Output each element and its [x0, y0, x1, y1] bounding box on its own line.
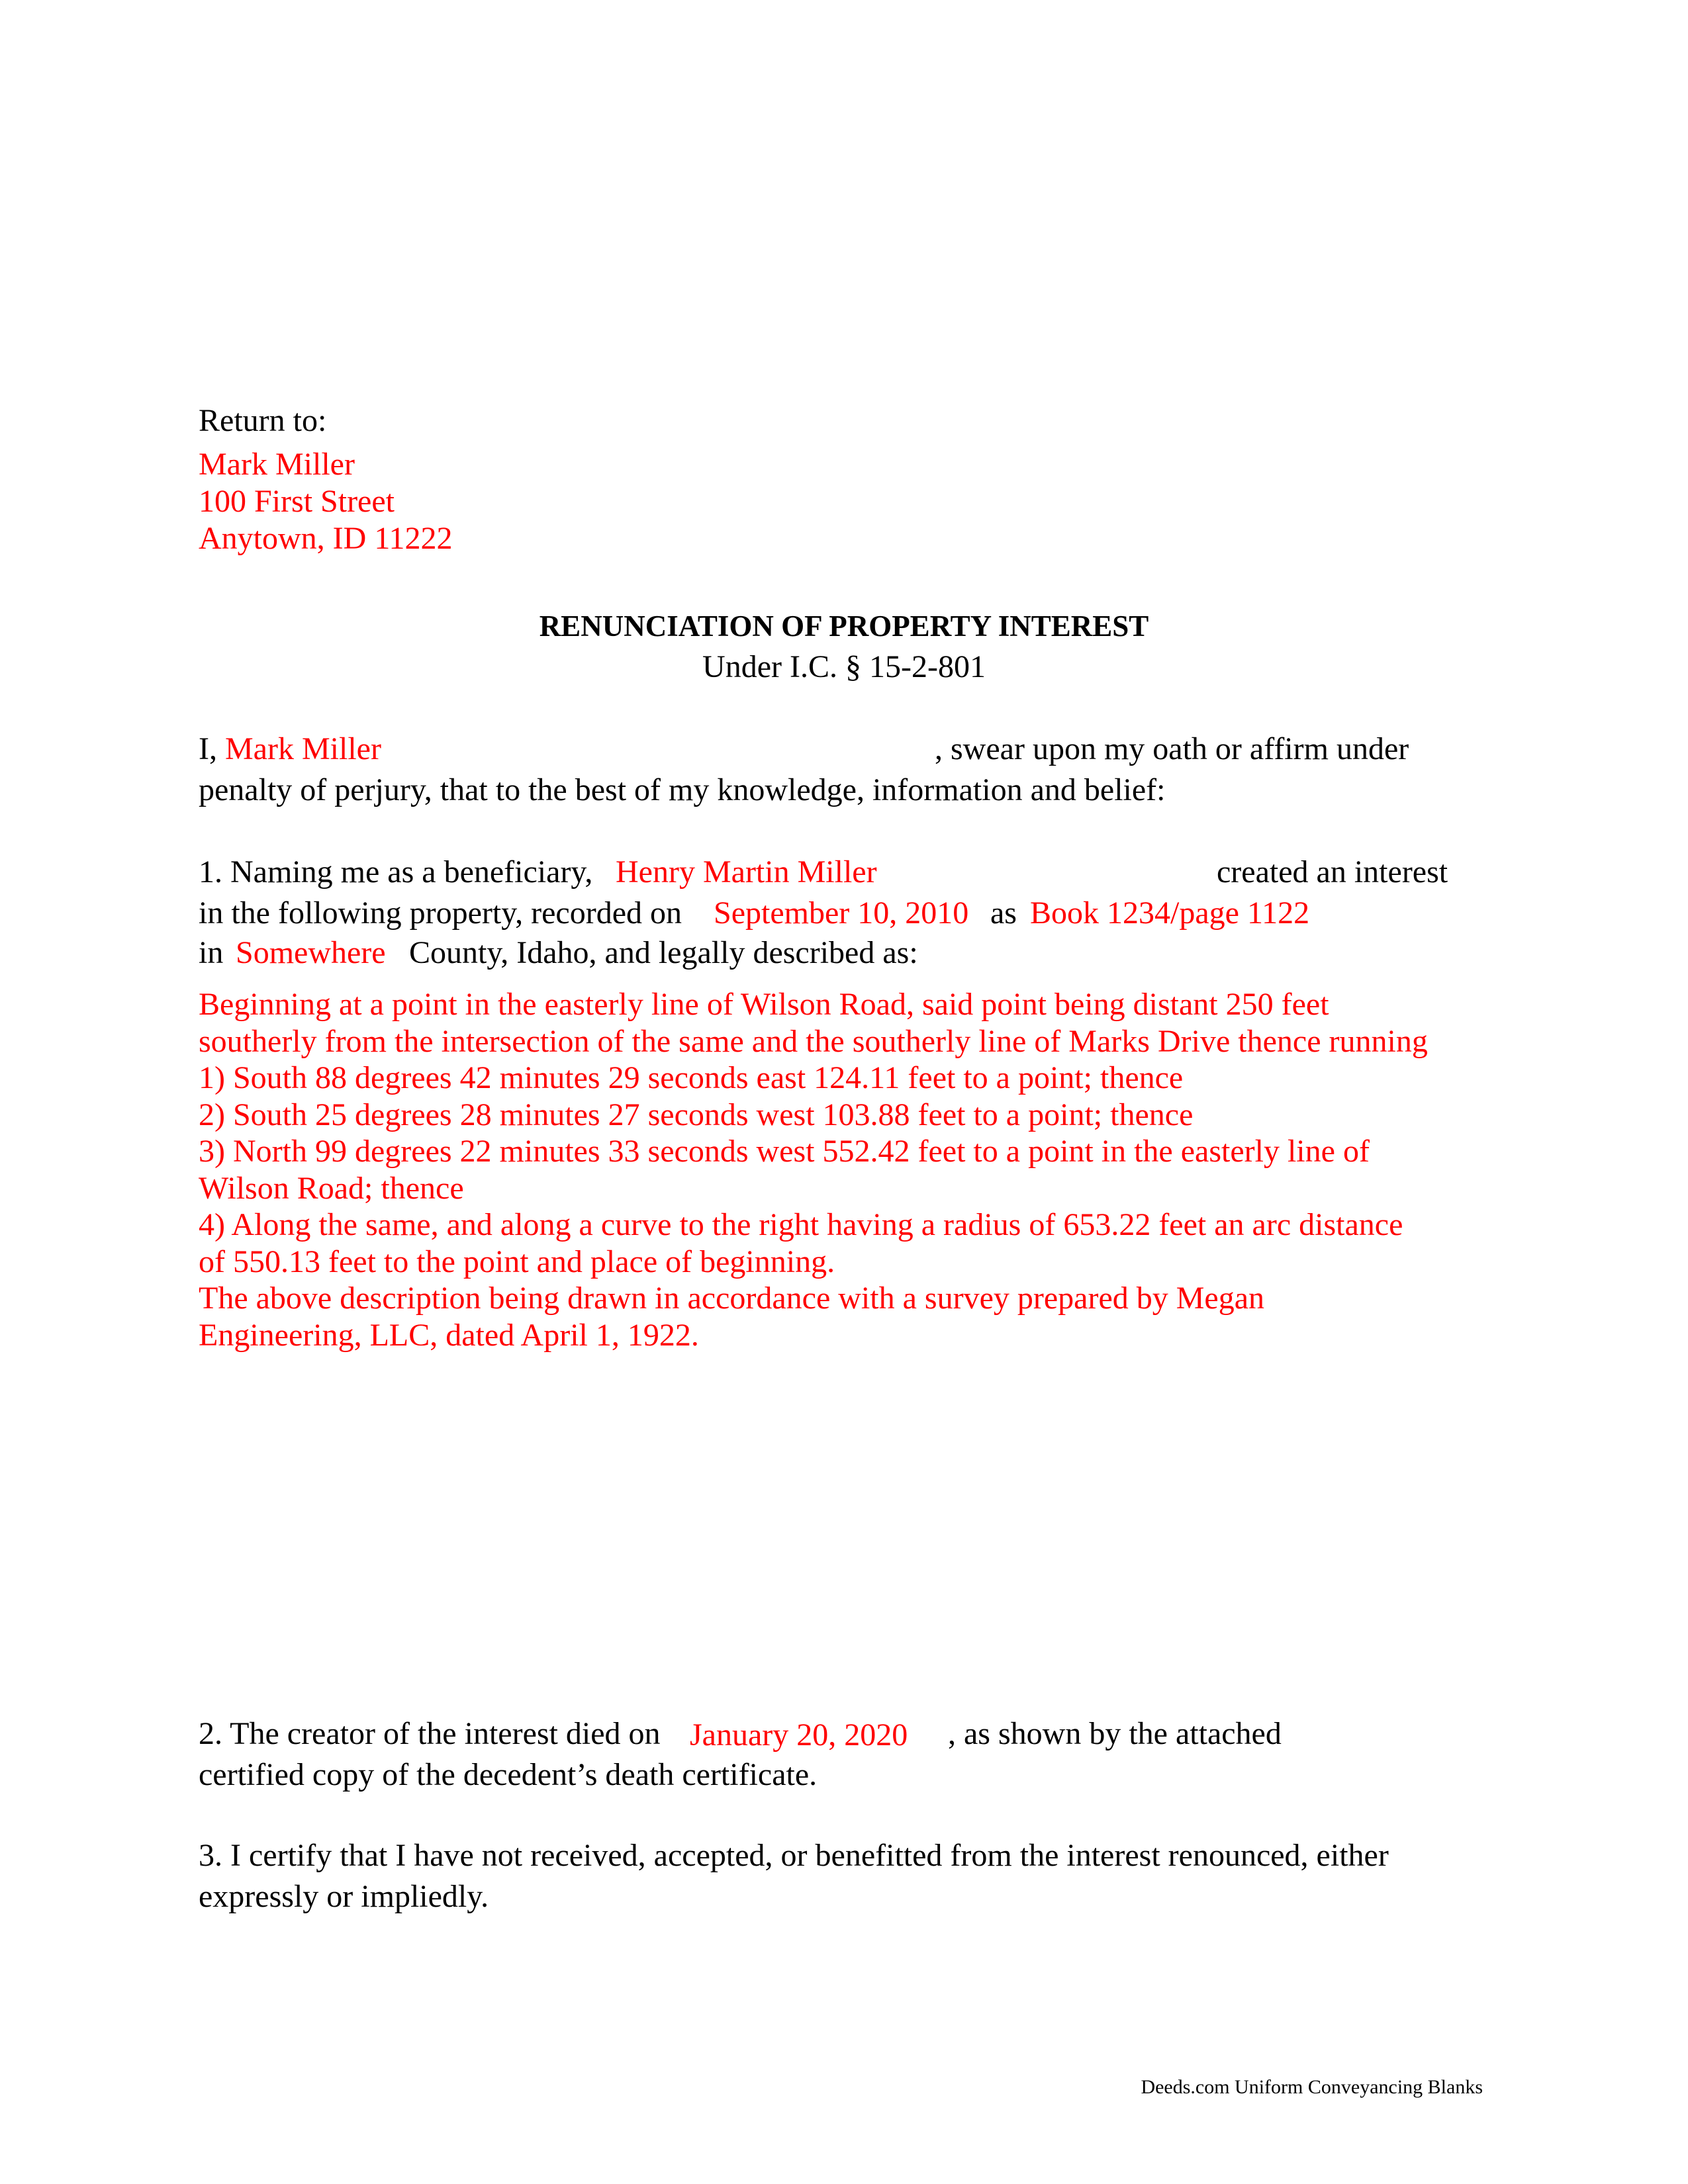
document-title: RENUNCIATION OF PROPERTY INTEREST [539, 610, 1149, 643]
return-to-label: Return to: [199, 403, 327, 438]
item2-death-date: January 20, 2020 [690, 1717, 908, 1752]
legal-description-line: Engineering, LLC, dated April 1, 1922. [199, 1318, 699, 1353]
legal-description-line: 3) North 99 degrees 22 minutes 33 seconds west 552.42 feet to a point in the easterly line of [199, 1134, 1370, 1169]
legal-description-line: southerly from the intersection of the same and the southerly line of Marks Drive thence running [199, 1024, 1428, 1059]
footer-text: Deeds.com Uniform Conveyancing Blanks [1141, 2076, 1483, 2098]
return-name: Mark Miller [199, 447, 355, 482]
item1-creator: Henry Martin Miller [616, 854, 877, 889]
item1-line3-tail: County, Idaho, and legally described as: [409, 935, 918, 970]
legal-description-line: 2) South 25 degrees 28 minutes 27 seconds west 103.88 feet to a point; thence [199, 1097, 1194, 1132]
oath-suffix: , swear upon my oath or affirm under [935, 731, 1409, 766]
oath-prefix: I, [199, 731, 217, 766]
item1-line3-lead: in [199, 935, 224, 970]
item2-tail: , as shown by the attached [948, 1716, 1282, 1751]
return-city: Anytown, ID 11222 [199, 521, 453, 556]
item1-lead: 1. Naming me as a beneficiary, [199, 854, 593, 889]
item1-book-page: Book 1234/page 1122 [1030, 895, 1310, 931]
item1-county: Somewhere [236, 935, 386, 970]
item3-line1: 3. I certify that I have not received, accepted, or benefitted from the interest renounced, either [199, 1838, 1389, 1873]
item1-after-creator: created an interest [1217, 854, 1448, 889]
legal-description-line: Beginning at a point in the easterly line of Wilson Road, said point being distant 250 feet [199, 987, 1329, 1022]
legal-description-line: The above description being drawn in accordance with a survey prepared by Megan [199, 1281, 1265, 1316]
item2-lead: 2. The creator of the interest died on [199, 1716, 661, 1751]
oath-line2: penalty of perjury, that to the best of my knowledge, information and belief: [199, 772, 1166, 807]
item2-line2: certified copy of the decedent’s death certificate. [199, 1757, 818, 1792]
return-street: 100 First Street [199, 484, 395, 519]
item3-line2: expressly or impliedly. [199, 1879, 489, 1914]
legal-description-line: Wilson Road; thence [199, 1171, 464, 1206]
item1-line2-lead: in the following property, recorded on [199, 895, 682, 931]
oath-name: Mark Miller [225, 731, 381, 766]
legal-description-line: 1) South 88 degrees 42 minutes 29 seconds east 124.11 feet to a point; thence [199, 1060, 1184, 1095]
legal-description-line: 4) Along the same, and along a curve to the right having a radius of 653.22 feet an arc distance [199, 1207, 1403, 1242]
item1-as-word: as [990, 895, 1017, 931]
item1-recorded-date: September 10, 2010 [714, 895, 969, 931]
legal-description-line: of 550.13 feet to the point and place of beginning. [199, 1244, 835, 1279]
document-subtitle: Under I.C. § 15-2-801 [702, 649, 986, 684]
